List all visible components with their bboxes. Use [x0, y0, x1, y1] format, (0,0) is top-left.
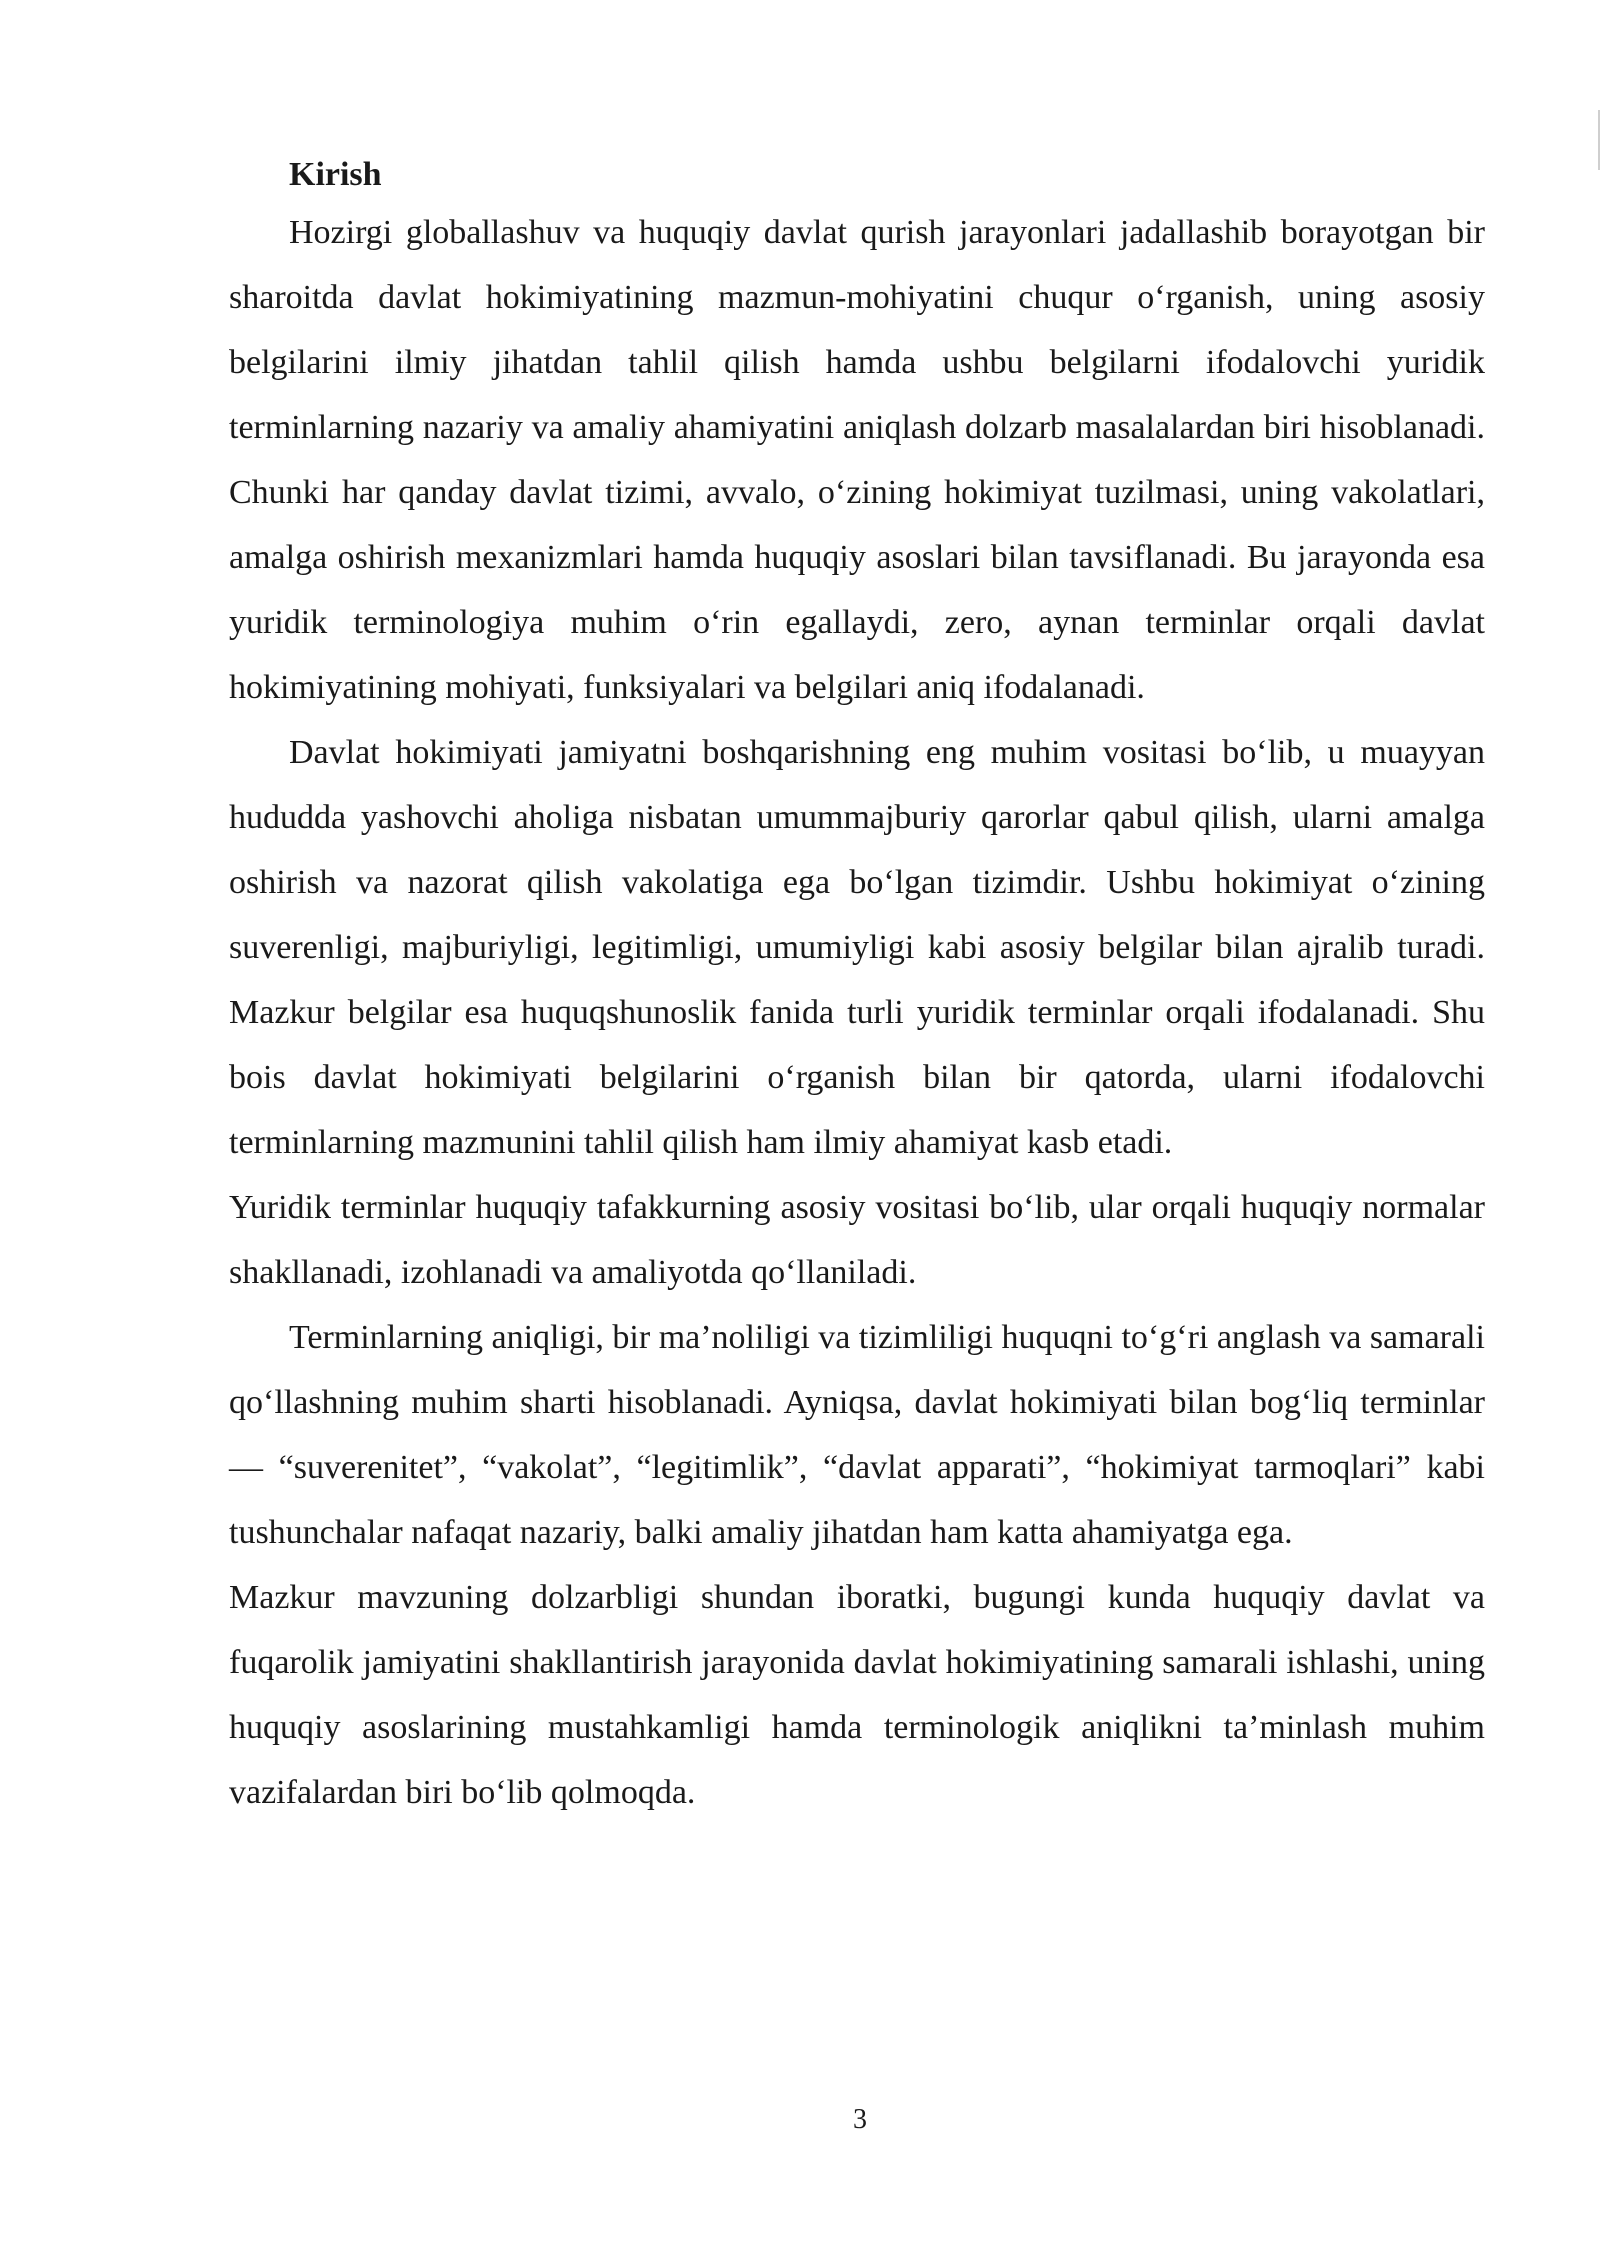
page-content	[229, 150, 1485, 1825]
paragraph-5: Mazkur mavzuning dolzarbligi shundan iboratki, bugungi kunda huquqiy davlat va fuqarolik jamiyatini shakllantirish jarayonida davlat hokimiyatining samarali ishlashi, uning huquqiy asoslarining mustahkamligi hamda terminologik aniqlikni ta’minlash muhim vazifalardan biri bo‘lib qolmoqda.	[229, 1579, 1485, 1811]
section-heading: Kirish	[289, 156, 382, 193]
page-number: 3	[853, 2104, 867, 2135]
paragraph-3: Yuridik terminlar huquqiy tafakkurning asosiy vositasi bo‘lib, ular orqali huquqiy normalar shakllanadi, izohlanadi va amaliyotda qo‘llaniladi.	[229, 1189, 1485, 1291]
paragraph-1: Hozirgi globallashuv va huquqiy davlat qurish jarayonlari jadallashib borayotgan bir sharoitda davlat hokimiyatining mazmun-mohiyatini chuqur o‘rganish, uning asosiy belgilarini ilmiy jihatdan tahlil qilish hamda ushbu belgilarni ifodalovchi yuridik terminlarning nazariy va amaliy ahamiyatini aniqlash dolzarb masalalardan biri hisoblanadi. Chunki har qanday davlat tizimi, avvalo, o‘zining hokimiyat tuzilmasi, uning vakolatlari, amalga oshirish mexanizmlari hamda huquqiy asoslari bilan tavsiflanadi. Bu jarayonda esa yuridik terminologiya muhim o‘rin egallaydi, zero, aynan terminlar orqali davlat hokimiyatining mohiyati, funksiyalari va belgilari aniq ifodalanadi.	[229, 214, 1485, 706]
paragraph-4: Terminlarning aniqligi, bir ma’noliligi va tizimliligi huquqni to‘g‘ri anglash va samarali qo‘llashning muhim sharti hisoblanadi. Ayniqsa, davlat hokimiyati bilan bog‘liq terminlar — “suverenitet”, “vakolat”, “legitimlik”, “davlat apparati”, “hokimiyat tarmoqlari” kabi tushunchalar nafaqat nazariy, balki amaliy jihatdan ham katta ahamiyatga ega.	[229, 1319, 1485, 1551]
paragraph-2: Davlat hokimiyati jamiyatni boshqarishning eng muhim vositasi bo‘lib, u muayyan hududda yashovchi aholiga nisbatan umummajburiy qarorlar qabul qilish, ularni amalga oshirish va nazorat qilish vakolatiga ega bo‘lgan tizimdir. Ushbu hokimiyat o‘zining suverenligi, majburiyligi, legitimligi, umumiyligi kabi asosiy belgilar bilan ajralib turadi. Mazkur belgilar esa huquqshunoslik fanida turli yuridik terminlar orqali ifodalanadi. Shu bois davlat hokimiyati belgilarini o‘rganish bilan bir qatorda, ularni ifodalovchi terminlarning mazmunini tahlil qilish ham ilmiy ahamiyat kasb etadi.	[229, 734, 1485, 1161]
